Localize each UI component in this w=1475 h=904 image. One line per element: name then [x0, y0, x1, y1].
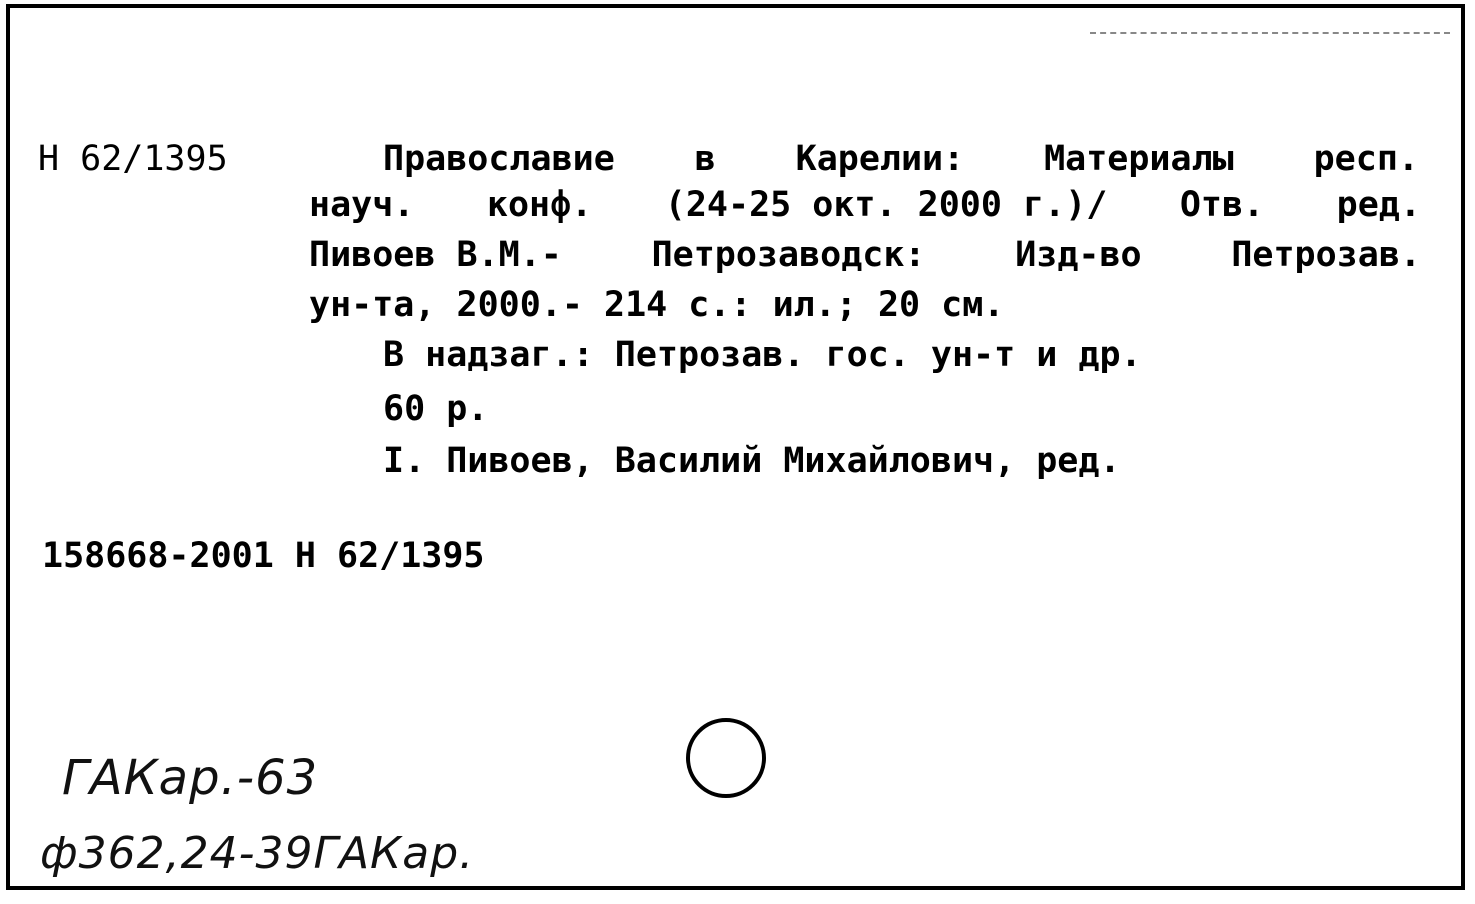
word: Материалы [1044, 139, 1234, 179]
word: Православие [383, 139, 615, 179]
note-header-line: В надзаг.: Петрозав. гос. ун-т и др. [383, 335, 1142, 375]
word: Изд-во [1015, 235, 1142, 275]
title-line-2 [309, 180, 1421, 230]
added-entry-line: I. Пивоев, Василий Михайлович, ред. [383, 441, 1121, 481]
word: ред. [1336, 185, 1421, 225]
handwritten-note-2: ф362,24-39ГАКар. [40, 828, 475, 879]
word: конф. [486, 185, 593, 225]
word: науч. [309, 185, 415, 225]
word: Пивоев В.М.- [309, 235, 562, 275]
accession-number: 158668-2001 Н 62/1395 [42, 536, 485, 576]
title-line-3 [309, 230, 1421, 280]
word: Карелии: [795, 139, 965, 179]
imprint-line: ун-та, 2000.- 214 с.: ил.; 20 см. [309, 285, 1005, 325]
word: Петрозаводск: [651, 235, 926, 275]
scan-noise-marks [1090, 32, 1450, 40]
word: респ. [1313, 139, 1419, 179]
shelfmark: Н 62/1395 [38, 139, 228, 179]
word: Отв. [1179, 185, 1265, 225]
word: (24-25 окт. 2000 г.)/ [664, 185, 1108, 225]
price-line: 60 р. [383, 389, 489, 429]
punch-hole [686, 718, 766, 798]
word: в [694, 139, 716, 179]
title-line-1 [383, 134, 1419, 184]
word: Петрозав. [1231, 235, 1421, 275]
handwritten-note-1: ГАКар.-63 [62, 750, 319, 806]
